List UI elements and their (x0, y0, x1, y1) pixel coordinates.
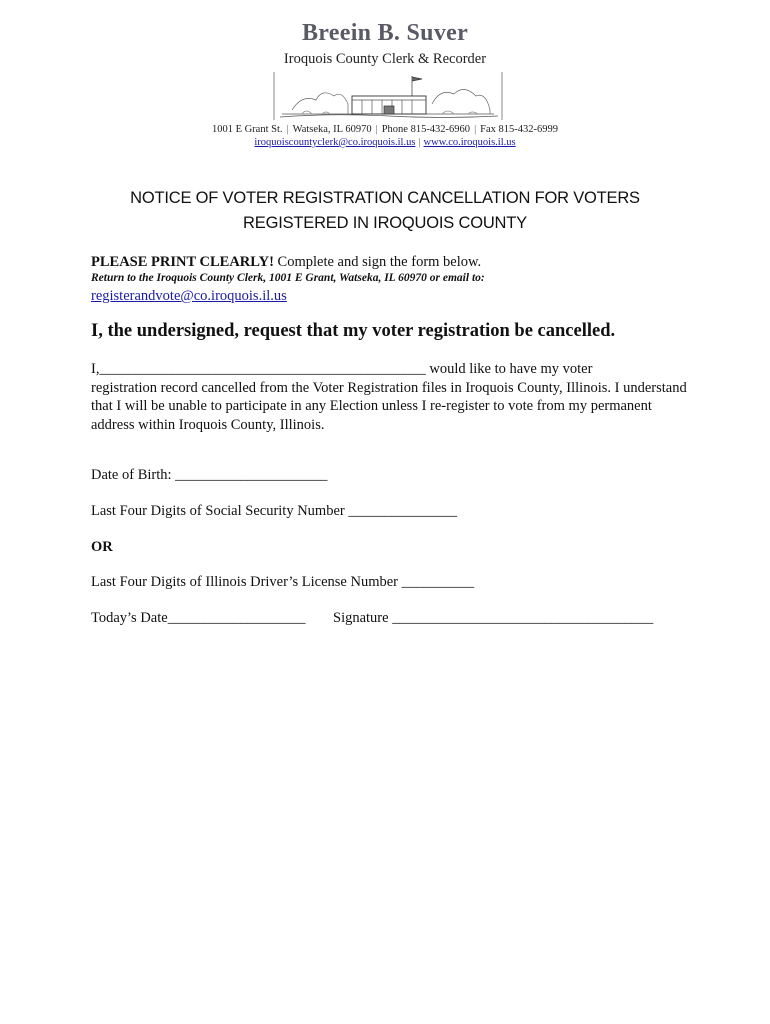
signature-field[interactable]: Signature ____________________________________ (333, 610, 654, 626)
phone-text: Phone 815-432-6960 (381, 124, 471, 135)
contact-line (0, 124, 770, 135)
separator: | (418, 137, 421, 148)
links-line (0, 137, 770, 148)
clerk-email-link[interactable]: iroquoiscountyclerk@co.iroquois.il.us (254, 137, 416, 148)
clerk-name: Breein B. Suver (301, 20, 469, 46)
license-field[interactable]: Last Four Digits of Illinois Driver’s License Number __________ (91, 574, 475, 590)
separator: | (286, 124, 289, 135)
name-suffix: would like to have my voter (425, 361, 593, 377)
separator: | (375, 124, 378, 135)
notice-title (0, 186, 770, 236)
name-field[interactable]: _____________________________________________ (99, 361, 426, 377)
courthouse-logo-icon (272, 70, 504, 122)
separator: | (474, 124, 477, 135)
fax-text: Fax 815-432-6999 (480, 124, 559, 135)
request-paragraph (91, 360, 691, 434)
print-instruction-bold: PLEASE PRINT CLEARLY! (91, 254, 274, 270)
print-instruction-rest: Complete and sign the form below. (273, 254, 482, 270)
return-instruction: Return to the Iroquois County Clerk, 1001 E Grant, Watseka, IL 60970 or email to: (91, 272, 485, 284)
request-body: registration record cancelled from the Voter Registration files in Iroquois County, Illinois. I understand that I will be unable to participate in any Election unless I re-register to vote from my permanent address within Iroquois County, Illinois. (91, 379, 687, 433)
name-prefix: I, (91, 361, 100, 377)
request-heading: I, the undersigned, request that my voter registration be cancelled. (91, 321, 616, 341)
dob-field[interactable]: Date of Birth: _____________________ (91, 467, 328, 483)
or-label: OR (91, 539, 113, 555)
todays-date-field[interactable]: Today’s Date___________________ (91, 610, 306, 626)
notice-title-line1: NOTICE OF VOTER REGISTRATION CANCELLATION FOR VOTERS (130, 189, 640, 207)
website-link[interactable]: www.co.iroquois.il.us (423, 137, 516, 148)
clerk-title: Iroquois County Clerk & Recorder (283, 51, 487, 67)
ssn-field[interactable]: Last Four Digits of Social Security Number _______________ (91, 503, 458, 519)
return-email-link[interactable]: registerandvote@co.iroquois.il.us (91, 288, 287, 304)
print-instruction (91, 254, 481, 271)
notice-title-line2: REGISTERED IN IROQUOIS COUNTY (243, 214, 527, 232)
city-text: Watseka, IL 60970 (292, 124, 372, 135)
address-text: 1001 E Grant St. (211, 124, 283, 135)
